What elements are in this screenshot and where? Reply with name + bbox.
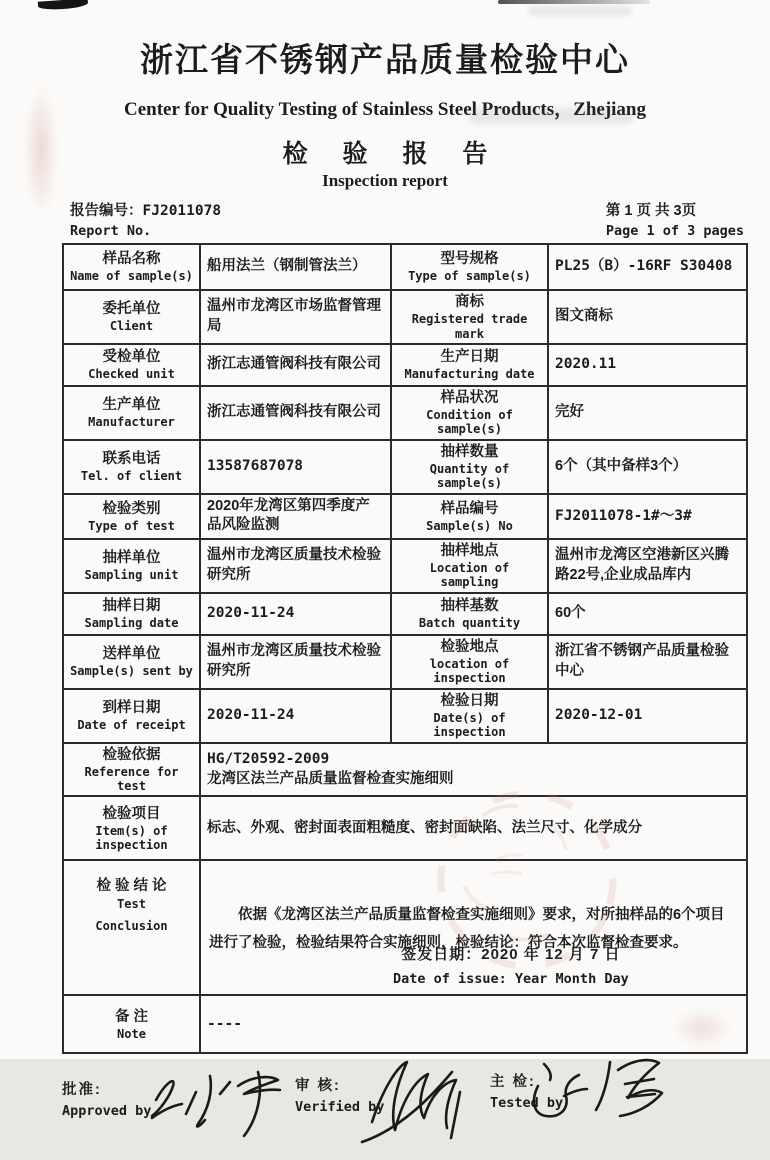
field-label-en: Date(s) of inspection <box>433 710 506 740</box>
field-label-cell <box>391 539 548 593</box>
page-number-zh: 第 1 页 共 3页 <box>605 203 697 219</box>
table-row-reference <box>63 743 747 797</box>
report-meta <box>0 191 770 239</box>
report-number-label: 报告编号： <box>70 203 143 219</box>
report-number-label-en: Report No. <box>70 223 152 239</box>
field-value-cell: 温州市龙湾区空港新区兴腾路22号,企业成品库内 <box>548 539 747 593</box>
field-label-en: Test <box>117 896 146 911</box>
table-row <box>63 635 747 689</box>
field-value-cell: 完好 <box>548 386 747 440</box>
field-label-en: Reference for test <box>84 764 179 794</box>
table-row <box>63 386 747 440</box>
field-label-zh: 样品编号 <box>440 500 499 517</box>
field-label-cell <box>391 244 548 290</box>
report-table <box>62 243 748 1054</box>
field-label-cell <box>63 494 200 539</box>
conclusion-text: 依据《龙湾区法兰产品质量监督检查实施细则》要求，对所抽样品的6个项目进行了检验，检验结果符合实施细则，检验结论：符合本次监督检查要求。 <box>209 907 725 951</box>
field-value-cell: FJ2011078-1#～3# <box>548 494 747 539</box>
field-label-cell <box>63 593 200 635</box>
field-value-cell: 2020-11-24 <box>200 689 391 743</box>
org-title-en: Center for Quality Testing of Stainless Steel Products，Zhejiang <box>124 99 646 120</box>
field-label-en: Batch quantity <box>418 616 521 631</box>
issue-date-zh: 签发日期：2020 年 12 月 7 日 <box>401 946 621 964</box>
page-number-block <box>606 199 744 239</box>
field-value-cell: 温州市龙湾区市场监督管理局 <box>200 290 391 344</box>
field-label-en: Sampling unit <box>84 568 179 583</box>
field-label-cell <box>63 635 200 689</box>
field-value-cell: 13587687078 <box>200 440 391 494</box>
field-label-zh: 抽样基数 <box>440 597 499 614</box>
field-label-cell <box>63 386 200 440</box>
field-label-en: Manufacturer <box>88 415 175 430</box>
field-value-cell: PL25（B）-16RF S30408 <box>548 244 747 290</box>
field-label-en: Location of sampling <box>429 560 510 590</box>
field-label-en: Sample(s) sent by <box>70 664 193 679</box>
field-label-zh: 样品状况 <box>440 389 499 406</box>
field-label-cell <box>391 344 548 386</box>
field-label-cell <box>63 344 200 386</box>
field-label-en: Client <box>109 319 154 334</box>
field-label-en: Tel. of client <box>80 469 183 484</box>
field-label-en: Sample(s) No <box>426 518 513 533</box>
field-label-zh: 抽样地点 <box>440 542 499 559</box>
approved-label-zh: 批准: <box>62 1082 102 1099</box>
field-value-cell: 浙江志通管阀科技有限公司 <box>200 386 391 440</box>
field-label-zh: 受检单位 <box>102 349 161 366</box>
table-row-note <box>63 995 747 1053</box>
field-label-cell <box>391 290 548 344</box>
doc-title-en: Inspection report <box>322 171 448 190</box>
field-label-cell <box>391 386 548 440</box>
report-number-line <box>70 199 221 220</box>
field-label-cell <box>63 244 200 290</box>
field-label-cell <box>63 860 200 995</box>
field-value-cell: 船用法兰（钢制管法兰） <box>200 244 391 290</box>
table-row-items <box>63 796 747 860</box>
field-label-cell <box>391 593 548 635</box>
tested-signature <box>522 1048 677 1136</box>
field-label-en: Item(s) of inspection <box>95 823 168 853</box>
field-label-en: Checked unit <box>88 367 175 382</box>
field-label-zh: 检验依据 <box>102 746 161 763</box>
field-value-cell: 浙江志通管阀科技有限公司 <box>200 344 391 386</box>
field-label-en: Condition of sample(s) <box>426 408 513 437</box>
approved-signature <box>140 1062 295 1150</box>
field-label-zh: 检验类别 <box>102 500 161 517</box>
verified-label-zh: 审 核: <box>295 1078 341 1095</box>
table-row <box>63 290 747 344</box>
field-label-cell <box>391 440 548 494</box>
field-value-cell: 浙江省不锈钢产品质量检验中心 <box>548 635 747 689</box>
field-value-cell: 2020-12-01 <box>548 689 747 743</box>
field-label-zh: 送样单位 <box>102 645 161 662</box>
table-row <box>63 593 747 635</box>
page-number-en: Page 1 of 3 pages <box>605 223 744 239</box>
field-label-zh: 生产日期 <box>440 349 499 366</box>
report-number-block <box>70 199 221 239</box>
field-label-zh: 抽样单位 <box>102 550 161 567</box>
field-label-en: Sampling date <box>84 616 179 631</box>
field-value-cell: 60个 <box>548 593 747 635</box>
field-label-cell <box>391 635 548 689</box>
table-row <box>63 344 747 386</box>
field-label-zh: 样品名称 <box>102 251 161 268</box>
field-label-zh: 抽样数量 <box>440 443 499 460</box>
field-label-en: Registered trade mark <box>411 312 528 341</box>
field-value-cell: 温州市龙湾区质量技术检验研究所 <box>200 539 391 593</box>
field-label-en: location of inspection <box>429 656 510 686</box>
field-value-cell: 温州市龙湾区质量技术检验研究所 <box>200 635 391 689</box>
field-label-cell <box>63 290 200 344</box>
field-label-zh: 检验日期 <box>440 692 499 709</box>
field-label-zh: 委托单位 <box>102 301 161 318</box>
approved-label-en: Approved by <box>62 1103 152 1120</box>
field-label-en: Manufacturing date <box>404 367 535 382</box>
field-label-cell <box>391 689 548 743</box>
inspection-stamp <box>412 768 642 978</box>
field-label-en: Quantity of sample(s) <box>429 461 510 491</box>
field-value-cell: 2020-11-24 <box>200 593 391 635</box>
table-row-conclusion <box>63 860 747 995</box>
note-value-cell: ---- <box>200 995 747 1053</box>
field-label-cell <box>391 494 548 539</box>
verified-signature <box>352 1050 492 1158</box>
issue-date-en: Date of issue: Year Month Day <box>393 971 629 988</box>
field-label-zh: 生产单位 <box>102 397 161 414</box>
table-row <box>63 440 747 494</box>
field-label-en: Name of sample(s) <box>70 269 193 284</box>
table-row <box>63 494 747 539</box>
field-label-cell <box>63 796 200 860</box>
field-label-cell <box>63 539 200 593</box>
field-value-cell: 2020.11 <box>548 344 747 386</box>
field-label-zh: 型号规格 <box>440 251 499 268</box>
field-label-zh: 商标 <box>455 294 484 310</box>
field-label-cell <box>63 440 200 494</box>
reference-standard: HG/T20592-2009 <box>207 750 330 767</box>
reference-rule: 龙湾区法兰产品质量监督检查实施细则 <box>207 770 454 787</box>
field-value-cell: 2020年龙湾区第四季度产品风险监测 <box>200 494 391 539</box>
field-label-zh: 到样日期 <box>102 699 161 716</box>
field-label-en: Note <box>117 1026 146 1041</box>
report-number-value: FJ2011078 <box>142 203 222 219</box>
signature-footer <box>0 1064 770 1160</box>
field-label-zh: 备 注 <box>114 1008 149 1025</box>
field-label-zh: 联系电话 <box>102 451 161 467</box>
field-label-en: Conclusion <box>95 918 168 933</box>
field-label-zh: 检 验 结 论 <box>96 878 167 895</box>
table-row <box>63 689 747 743</box>
field-value-cell: 6个（其中备样3个） <box>548 440 747 494</box>
field-label-cell <box>63 743 200 797</box>
doc-title-zh: 检 验 报 告 <box>282 140 502 168</box>
field-label-en: Type of test <box>88 518 175 533</box>
field-label-cell <box>63 689 200 743</box>
org-title-zh: 浙江省不锈钢产品质量检验中心 <box>140 43 630 79</box>
tested-label-zh: 主 检: <box>490 1074 536 1091</box>
field-value-cell: 图文商标 <box>548 290 747 344</box>
field-label-cell <box>63 995 200 1053</box>
field-label-en: Type of sample(s) <box>408 269 531 284</box>
tested-label-en: Tested by <box>490 1095 564 1112</box>
approved-by-block <box>62 1078 151 1119</box>
verified-label-en: Verified by <box>295 1099 385 1116</box>
field-label-en: Date of receipt <box>77 717 186 732</box>
field-label-zh: 检验项目 <box>102 805 161 822</box>
field-label-zh: 抽样日期 <box>102 597 161 614</box>
table-row <box>63 539 747 593</box>
field-value-cell: 标志、外观、密封面表面粗糙度、密封面缺陷、法兰尺寸、化学成分 <box>200 796 747 860</box>
field-label-zh: 检验地点 <box>440 638 499 655</box>
table-row <box>63 244 747 290</box>
